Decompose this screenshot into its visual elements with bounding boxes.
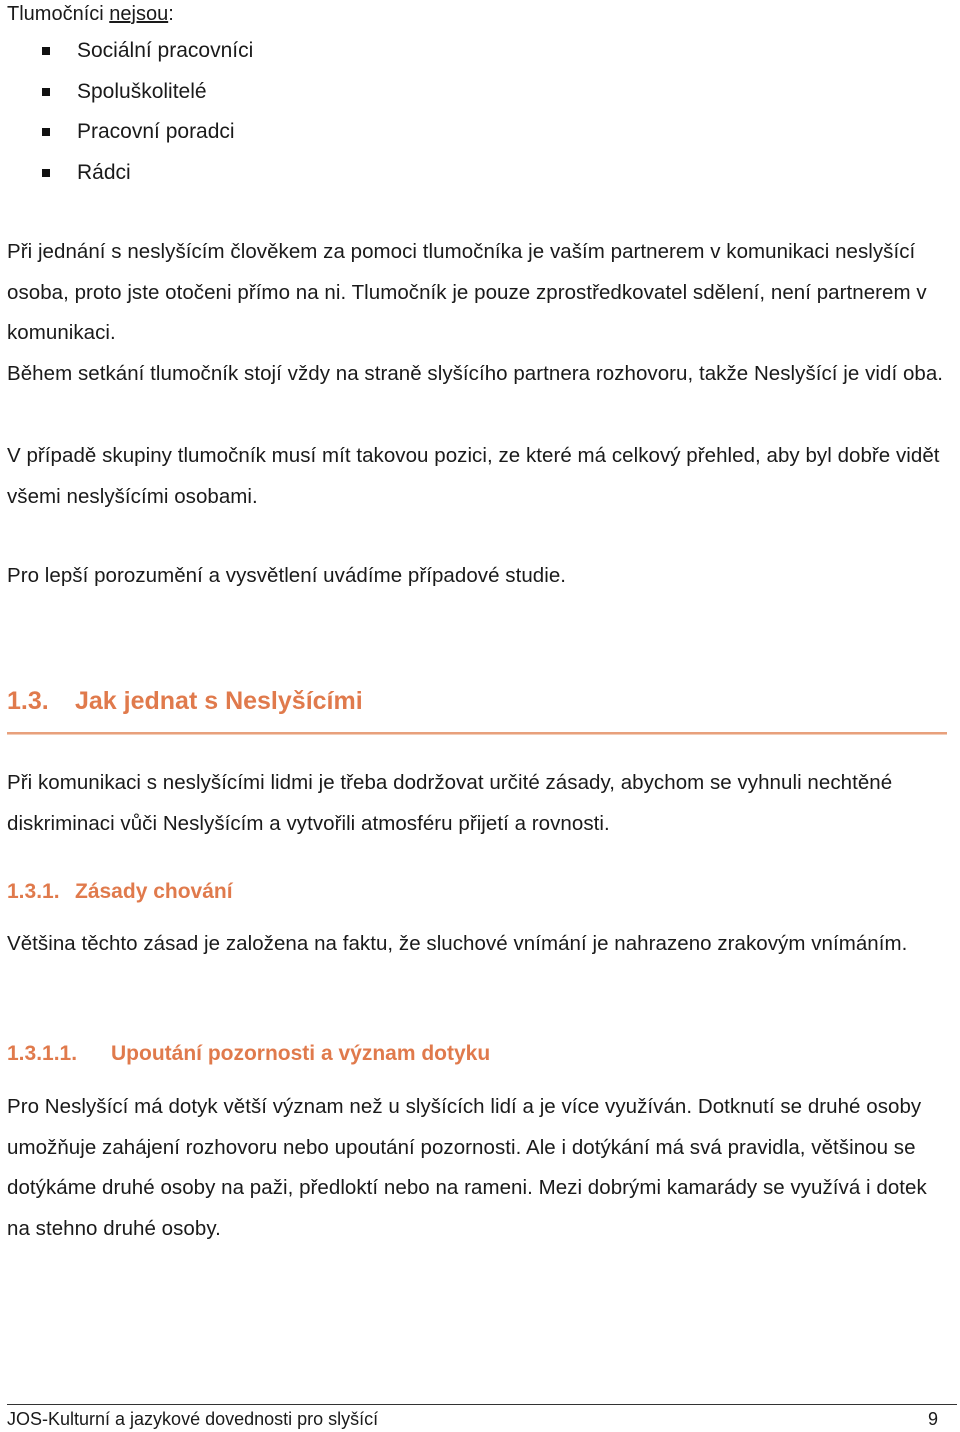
section-title: Zásady chování xyxy=(75,880,233,903)
section-heading-1-3-1 xyxy=(7,878,233,906)
section-heading-1-3-1-1 xyxy=(7,1040,490,1068)
section-title: Jak jednat s Neslyšícími xyxy=(75,687,363,715)
list-item xyxy=(0,160,253,201)
square-bullet-icon xyxy=(42,128,50,136)
list-item-text: Spoluškolitelé xyxy=(77,79,207,103)
intro-suffix: : xyxy=(168,3,174,25)
section-number: 1.3.1. xyxy=(7,880,60,903)
section-title: Upoutání pozornosti a význam dotyku xyxy=(111,1042,491,1065)
section-heading-1-3 xyxy=(7,684,363,718)
square-bullet-icon xyxy=(42,169,50,177)
list-item-text: Rádci xyxy=(77,160,131,184)
intro-underlined: nejsou xyxy=(109,3,169,25)
paragraph-interpreter-partner: Při jednání s neslyšícím člověkem za pomoci tlumočníka je vaším partnerem v komunikaci neslyšící osoba, proto jste otočeni přímo na ni. Tlumočník je pouze zprostředkovatel sdělení, není partnerem v komunikaci. xyxy=(7,240,927,345)
square-bullet-icon xyxy=(42,47,50,55)
list-item xyxy=(0,79,253,120)
paragraph-interpreter-position: Během setkání tlumočník stojí vždy na straně slyšícího partnera rozhovoru, takže Neslyšící je vidí oba. xyxy=(7,362,944,385)
paragraph-section-1-3-1: Většina těchto zásad je založena na faktu, že sluchové vnímání je nahrazeno zrakovým vnímáním. xyxy=(7,932,908,955)
page-number: 9 xyxy=(927,1409,938,1429)
list-item xyxy=(0,38,253,79)
intro-prefix: Tlumočníci xyxy=(7,3,110,25)
bullet-list xyxy=(0,38,253,200)
footer-title: JOS-Kulturní a jazykové dovednosti pro slyšící xyxy=(7,1409,379,1429)
section-number: 1.3.1.1. xyxy=(7,1042,78,1065)
list-item-text: Sociální pracovníci xyxy=(77,39,254,62)
section-number: 1.3. xyxy=(7,687,49,715)
paragraph-section-1-3: Při komunikaci s neslyšícími lidmi je třeba dodržovat určité zásady, abychom se vyhnuli nechtěné diskriminaci vůči Neslyšícím a vytvořili atmosféru přijetí a rovnosti. xyxy=(7,771,893,835)
intro-line xyxy=(7,2,174,26)
list-item xyxy=(0,119,253,160)
paragraph-case-studies: Pro lepší porozumění a vysvětlení uvádíme případové studie. xyxy=(7,564,567,587)
paragraph-section-1-3-1-1: Pro Neslyšící má dotyk větší význam než u slyšících lidí a je více využíván. Dotknutí se druhé osoby umožňuje zahájení rozhovoru nebo upoutání pozornosti. Ale i dotýkání má svá pravidla, většinou se dotýkáme druhé osoby na paži, předloktí nebo na rameni. Mezi dobrými kamarády se využívá i dotek na stehno druhé osoby. xyxy=(7,1095,927,1240)
paragraph-group-situation: V případě skupiny tlumočník musí mít takovou pozici, ze které má celkový přehled, aby byl dobře vidět všemi neslyšícími osobami. xyxy=(7,444,940,508)
list-item-text: Pracovní poradci xyxy=(77,120,235,144)
square-bullet-icon xyxy=(42,88,50,96)
heading-divider xyxy=(7,732,947,734)
footer-divider xyxy=(7,1404,957,1405)
